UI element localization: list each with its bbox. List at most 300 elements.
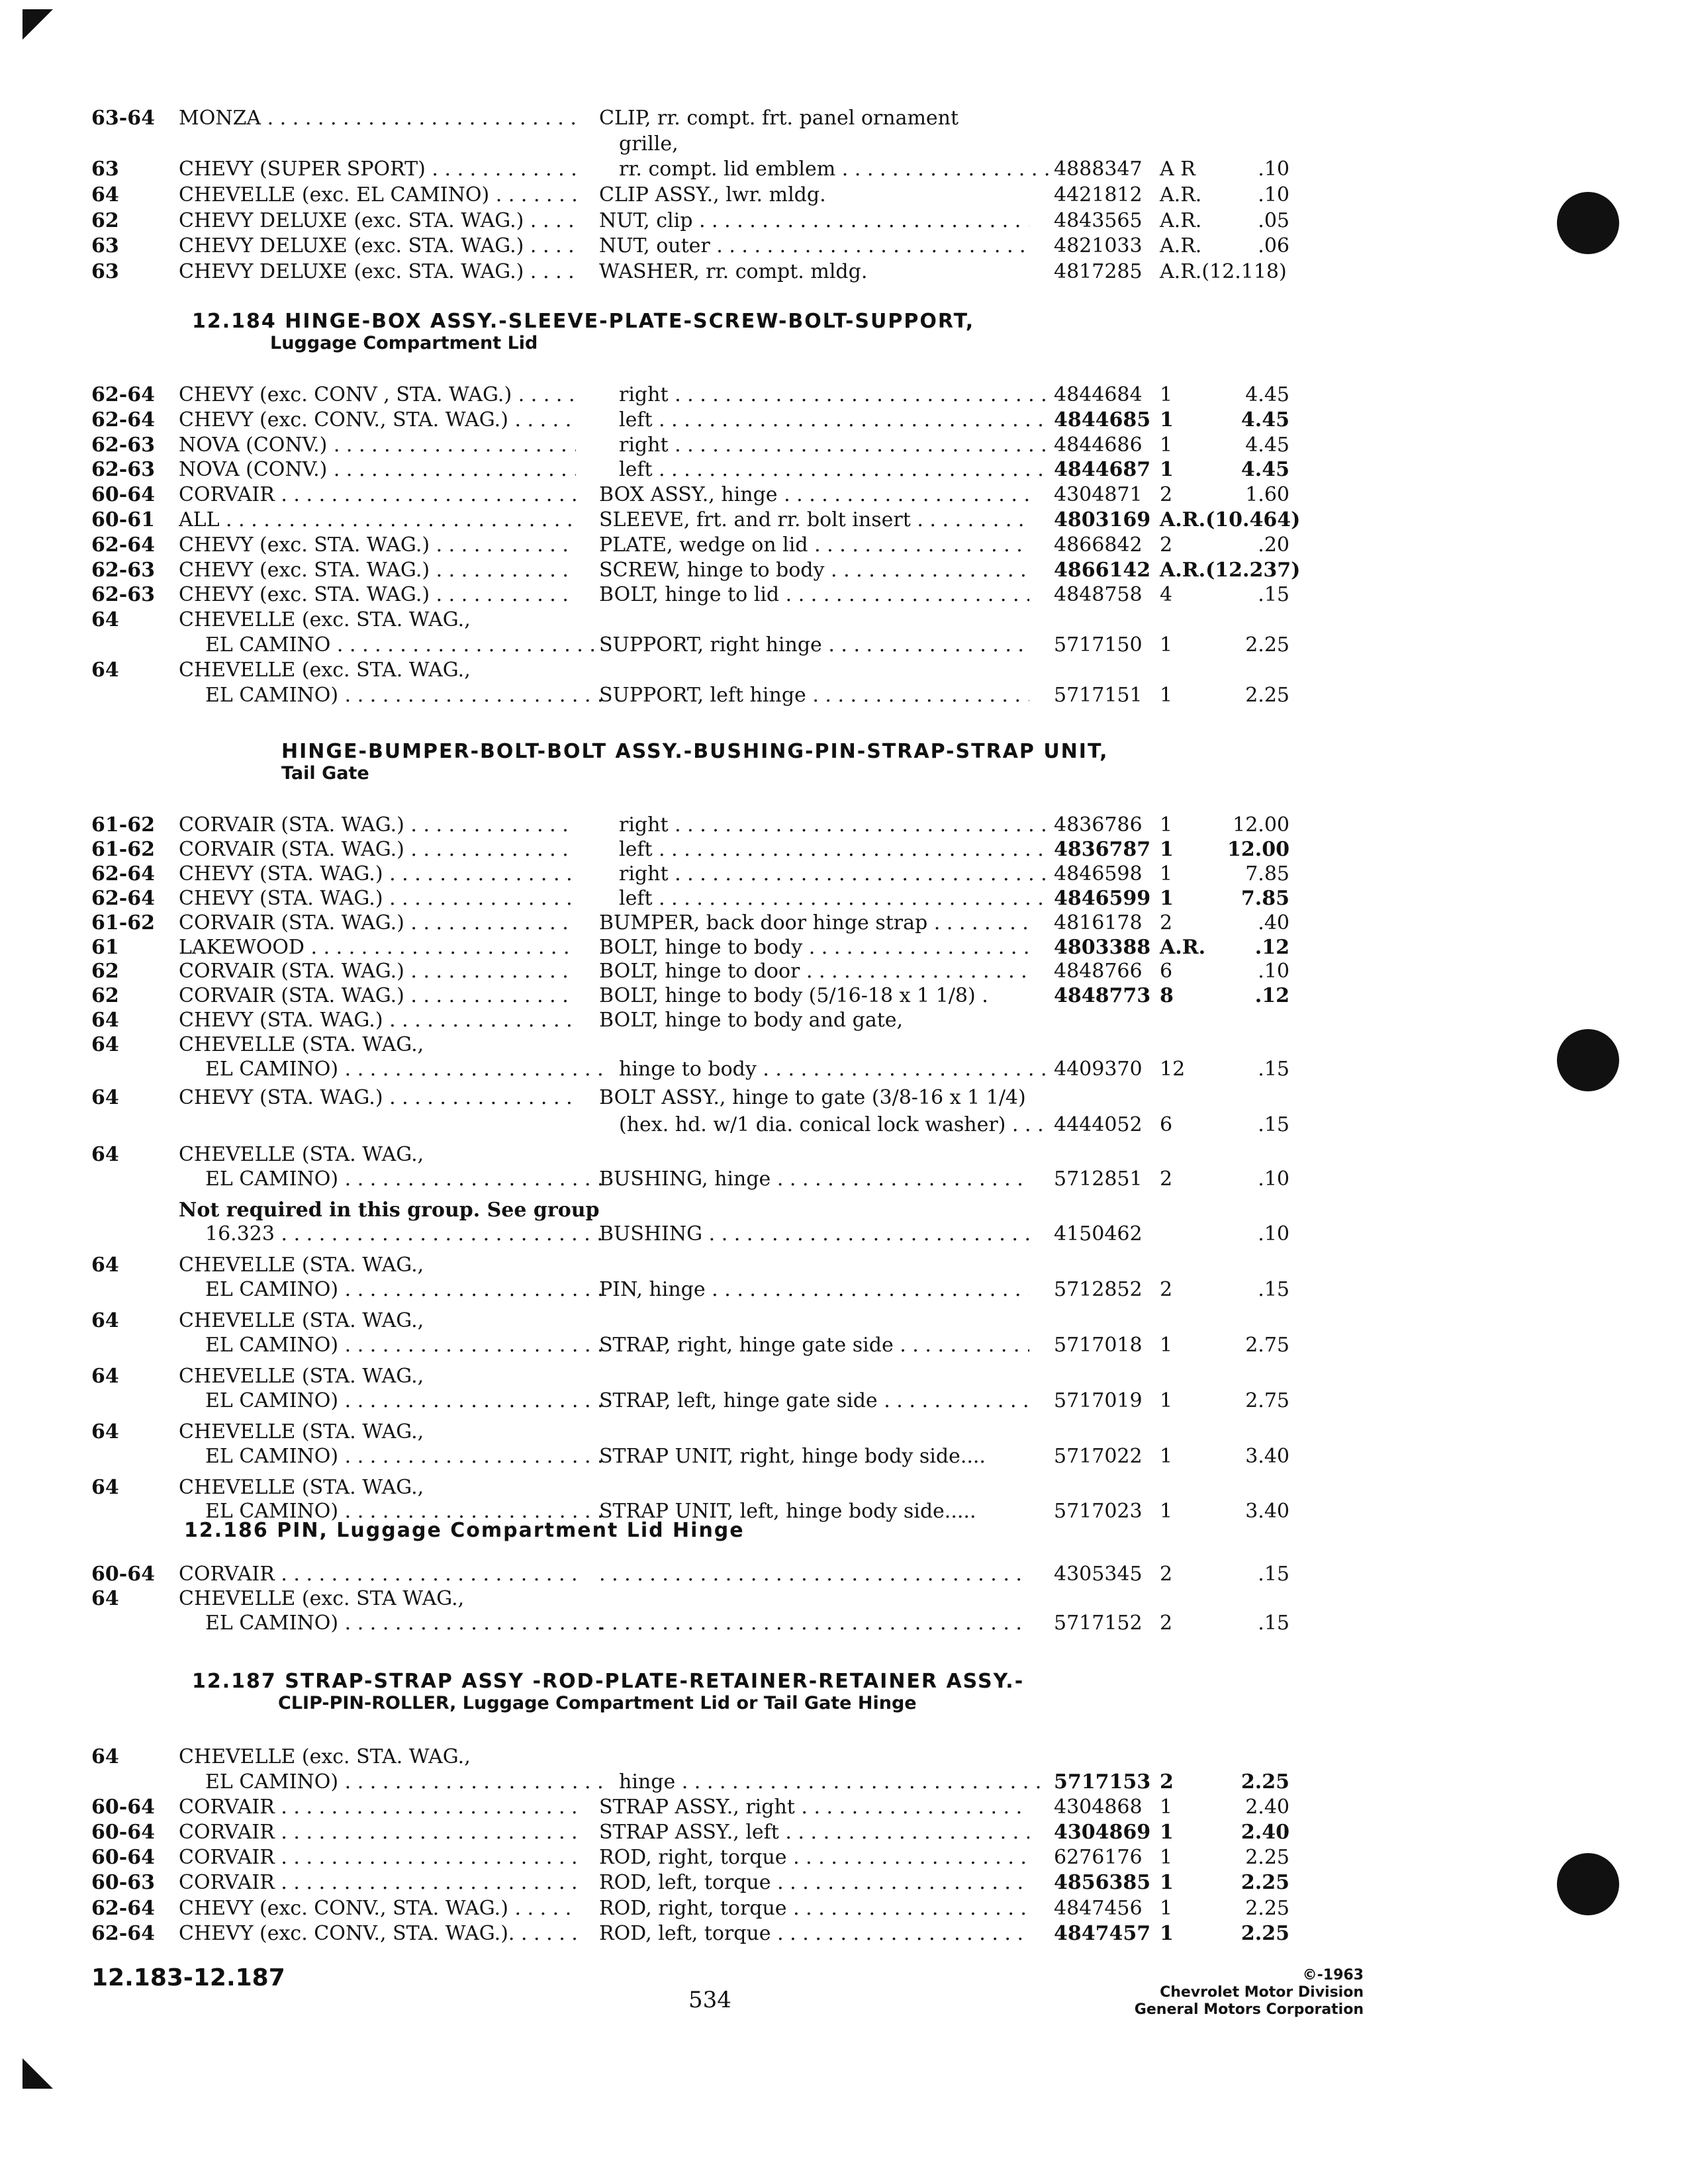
part-description: STRAP, right, hinge gate side . . . [599, 1333, 1029, 1358]
model-name: CHEVY (exc. CONV., STA. WAG.). . . . [179, 1921, 576, 1946]
model-year: 61-62 [91, 838, 155, 861]
model-year: 63 [91, 234, 119, 257]
quantity: 2 [1160, 1278, 1173, 1301]
list-price: .10 [1258, 960, 1289, 983]
part-description: BUSHING . . . [599, 1222, 1029, 1247]
part-number: 5717023 [1054, 1500, 1143, 1523]
part-description: BOLT, hinge to body . . . [599, 935, 1029, 960]
table-row [0, 1845, 1688, 1870]
part-number: 4150462 [1054, 1222, 1143, 1246]
table-row [0, 1308, 1688, 1334]
table-row [0, 935, 1688, 960]
part-number: 5712851 [1054, 1167, 1143, 1191]
list-price: 1.60 [1245, 483, 1289, 506]
model-name: CHEVY (exc. CONV., STA. WAG.) . . . [179, 1896, 576, 1921]
part-description: PLATE, wedge on lid . . . [599, 533, 1029, 558]
table-row [0, 1388, 1688, 1414]
model-name: EL CAMINO) . . . [205, 683, 602, 708]
list-price: .15 [1258, 1612, 1289, 1635]
table-row [0, 1475, 1688, 1500]
table-row [0, 1444, 1688, 1469]
list-price: .12 [1254, 984, 1289, 1007]
quantity: 2 [1160, 1612, 1173, 1635]
list-price: 4.45 [1245, 433, 1289, 457]
quantity: A.R. [1160, 936, 1206, 959]
list-price: 12.00 [1233, 813, 1289, 837]
table-row [0, 1611, 1688, 1636]
part-description: left . . . [619, 837, 1049, 862]
quantity: 8 [1160, 984, 1174, 1007]
quantity: 1 [1160, 813, 1173, 837]
part-description: ROD, right, torque . . . [599, 1896, 1029, 1921]
part-number: 4848773 [1054, 984, 1151, 1007]
model-name: CHEVELLE (exc. STA. WAG., [179, 1745, 471, 1768]
model-year: 64 [91, 1365, 119, 1388]
part-description [599, 1611, 1029, 1636]
division-name: Chevrolet Motor Division [1160, 1984, 1364, 2001]
table-row [0, 1222, 1688, 1247]
table-row [0, 1820, 1688, 1845]
part-description: ROD, left, torque . . . [599, 1921, 1029, 1946]
table-row [0, 183, 1688, 208]
list-price: 2.25 [1245, 684, 1289, 707]
model-year: 61 [91, 936, 119, 959]
group-header-12186 [184, 1519, 745, 1542]
table-row [0, 608, 1688, 633]
quantity: 4 [1160, 583, 1173, 606]
model-year: 62 [91, 984, 119, 1007]
model-name: CHEVY (exc. CONV., STA. WAG.) . . . [179, 408, 576, 433]
quantity: 1 [1160, 1500, 1173, 1523]
part-number: 4803388 [1054, 936, 1151, 959]
quantity: 2 [1160, 1167, 1173, 1191]
corporation-name: General Motors Corporation [1134, 2001, 1364, 2018]
model-name: EL CAMINO) . . . [205, 1057, 602, 1082]
part-description [599, 1562, 1029, 1587]
quantity: 1 [1160, 862, 1173, 886]
part-number: 5712852 [1054, 1278, 1143, 1301]
part-number: 4843565 [1054, 209, 1143, 232]
list-price: .15 [1258, 1278, 1289, 1301]
part-number: 4836786 [1054, 813, 1143, 837]
group-header-12187 [192, 1670, 1024, 1713]
model-name: CORVAIR . . . [179, 1845, 576, 1870]
model-year: 61-62 [91, 911, 155, 934]
model-name: CORVAIR (STA. WAG.) . . . [179, 983, 576, 1009]
model-name: CHEVELLE (STA. WAG., [179, 1309, 424, 1332]
model-name: EL CAMINO) . . . [205, 1333, 602, 1358]
part-description: BOX ASSY., hinge . . . [599, 482, 1029, 508]
list-price: 4.45 [1241, 408, 1289, 432]
model-year: 62 [91, 209, 119, 232]
model-name: CHEVY DELUXE (exc. STA. WAG.) . . . [179, 259, 576, 285]
part-description: NUT, outer . . . [599, 234, 1029, 259]
model-year: 64 [91, 1009, 119, 1032]
part-number: 4888347 [1054, 158, 1143, 181]
model-name: CORVAIR (STA. WAG.) . . . [179, 911, 576, 936]
quantity: 1 [1160, 838, 1174, 861]
copyright-year: ©-1963 [1302, 1967, 1364, 1983]
quantity: 1 [1160, 1922, 1174, 1945]
list-price: 7.85 [1245, 862, 1289, 886]
part-number: 4844686 [1054, 433, 1143, 457]
quantity: 1 [1160, 458, 1174, 481]
list-price: 7.85 [1241, 887, 1289, 910]
part-description: rr. compt. lid emblem . . . [619, 157, 1049, 182]
group-subtitle: Tail Gate [281, 763, 369, 784]
part-description: CLIP, rr. compt. frt. panel ornament [599, 107, 959, 130]
list-price: 2.25 [1245, 1846, 1289, 1869]
list-price: .05 [1258, 209, 1289, 232]
part-number: 4856385 [1054, 1871, 1151, 1894]
model-year: 63-64 [91, 107, 155, 130]
model-name: MONZA . . . [179, 106, 576, 131]
group-subtitle: CLIP-PIN-ROLLER, Luggage Compartment Lid or Tail Gate Hinge [278, 1693, 917, 1713]
table-row [0, 106, 1688, 131]
part-description: left . . . [619, 886, 1049, 911]
copyright-block [1125, 1967, 1364, 2019]
part-description: SLEEVE, frt. and rr. bolt insert . . . [599, 508, 1029, 533]
table-row [0, 533, 1688, 558]
model-year: 63 [91, 260, 119, 283]
quantity: 2 [1160, 1770, 1174, 1794]
model-name: CORVAIR (STA. WAG.) . . . [179, 959, 576, 984]
group-subtitle: Luggage Compartment Lid [270, 333, 538, 353]
part-description: ROD, left, torque . . . [599, 1870, 1029, 1895]
table-row [0, 157, 1688, 182]
table-row [0, 862, 1688, 887]
part-number: 5717151 [1054, 684, 1143, 707]
part-description: STRAP ASSY., left . . . [599, 1820, 1029, 1845]
model-year: 64 [91, 659, 119, 682]
group-title: 12.186 PIN, Luggage Compartment Lid Hinge [184, 1519, 745, 1542]
part-description: BOLT, hinge to lid . . . [599, 582, 1029, 608]
list-price: 2.25 [1241, 1770, 1289, 1794]
quantity: 12 [1160, 1058, 1186, 1081]
list-price: .06 [1258, 234, 1289, 257]
quantity: 6 [1160, 960, 1173, 983]
model-year: 60-64 [91, 1796, 155, 1819]
model-year: 62-64 [91, 1897, 155, 1920]
part-description: right . . . [619, 813, 1049, 838]
table-row [0, 983, 1688, 1009]
model-year: 62-63 [91, 433, 155, 457]
table-row [0, 383, 1688, 408]
part-number: 4304869 [1054, 1821, 1151, 1844]
list-price: .12 [1254, 936, 1289, 959]
part-number: 4844687 [1054, 458, 1151, 481]
group-header-tailgate [281, 740, 1109, 784]
part-number: 4866142 [1054, 559, 1151, 582]
list-price: 2.75 [1245, 1389, 1289, 1412]
list-price: .10 [1258, 1222, 1289, 1246]
model-name: CHEVY (SUPER SPORT) . . . [179, 157, 576, 182]
model-name: CHEVY (STA. WAG.) . . . [179, 1085, 576, 1111]
model-name: EL CAMINO . . . [205, 633, 602, 658]
table-row [0, 558, 1688, 583]
model-name: CHEVELLE (STA. WAG., [179, 1253, 424, 1277]
model-year: 62 [91, 960, 119, 983]
list-price: 2.40 [1245, 1796, 1289, 1819]
model-name: NOVA (CONV.) . . . [179, 433, 576, 458]
part-description: SUPPORT, right hinge . . . [599, 633, 1029, 658]
quantity: 1 [1160, 1334, 1173, 1357]
quantity: 2 [1160, 533, 1173, 557]
part-number: 4304868 [1054, 1796, 1143, 1819]
part-number: 5717150 [1054, 633, 1143, 657]
table-row [0, 1085, 1688, 1111]
table-row [0, 1008, 1688, 1033]
quantity: 1 [1160, 1871, 1174, 1894]
table-row [0, 1364, 1688, 1389]
model-name: CORVAIR (STA. WAG.) . . . [179, 813, 576, 838]
model-year: 64 [91, 1253, 119, 1277]
model-name: EL CAMINO) . . . [205, 1277, 602, 1302]
list-price: .15 [1258, 583, 1289, 606]
part-number: 5717018 [1054, 1334, 1143, 1357]
part-number: 4846599 [1054, 887, 1151, 910]
model-name: EL CAMINO) . . . [205, 1444, 602, 1469]
list-price: .10 [1258, 158, 1289, 181]
quantity: A R [1160, 158, 1196, 181]
table-row [0, 1562, 1688, 1587]
model-year: 62-64 [91, 862, 155, 886]
model-name: CHEVELLE (exc. STA WAG., [179, 1587, 465, 1610]
model-name: CORVAIR . . . [179, 1820, 576, 1845]
model-name: CHEVELLE (STA. WAG., [179, 1365, 424, 1388]
list-price: 3.40 [1245, 1445, 1289, 1468]
model-name: EL CAMINO) . . . [205, 1499, 602, 1524]
table-row [0, 1277, 1688, 1302]
table-row [0, 658, 1688, 683]
quantity: 1 [1160, 433, 1173, 457]
group-range-label: 12.183-12.187 [91, 1964, 285, 1991]
part-number: 4803169 [1054, 508, 1151, 531]
model-year: 60-64 [91, 1821, 155, 1844]
model-name: CHEVY (exc. STA. WAG.) . . . [179, 533, 576, 558]
quantity: 1 [1160, 633, 1173, 657]
part-number: 4847457 [1054, 1922, 1151, 1945]
part-number: 5717022 [1054, 1445, 1143, 1468]
part-number: 4846598 [1054, 862, 1143, 886]
quantity: 1 [1160, 887, 1174, 910]
quantity: 1 [1160, 1796, 1173, 1819]
table-row [0, 1057, 1688, 1082]
part-number: 4821033 [1054, 234, 1143, 257]
corner-registration-mark-top [23, 9, 53, 40]
model-year: 64 [91, 1745, 119, 1768]
table-row [0, 1921, 1688, 1946]
model-name: CHEVY DELUXE (exc. STA. WAG.) . . . [179, 234, 576, 259]
part-number: 4844685 [1054, 408, 1151, 432]
part-description: SCREW, hinge to body . . . [599, 558, 1029, 583]
quantity: 2 [1160, 483, 1173, 506]
model-year: 62-64 [91, 887, 155, 910]
part-number: 4844684 [1054, 383, 1143, 406]
model-name: CHEVELLE (exc. STA. WAG., [179, 608, 471, 631]
list-price: .10 [1258, 1167, 1289, 1191]
model-year: 64 [91, 608, 119, 631]
quantity: A.R. [1160, 234, 1202, 257]
model-year: 62-64 [91, 1922, 155, 1945]
part-number: 4304871 [1054, 483, 1143, 506]
quantity: 1 [1160, 1897, 1173, 1920]
part-description: WASHER, rr. compt. mldg. [599, 260, 868, 283]
part-description: BOLT ASSY., hinge to gate (3/8-16 x 1 1/4) [599, 1086, 1026, 1109]
model-year: 64 [91, 1033, 119, 1056]
table-row [0, 1142, 1688, 1167]
part-description: BOLT, hinge to body (5/16-18 x 1 1/8) . [599, 984, 988, 1007]
list-price: .15 [1258, 1563, 1289, 1586]
table-row [0, 1420, 1688, 1445]
model-name: NOVA (CONV.) . . . [179, 457, 576, 482]
model-year: 62-63 [91, 583, 155, 606]
quantity: 2 [1160, 1563, 1173, 1586]
table-row [0, 457, 1688, 482]
model-year: 64 [91, 1143, 119, 1166]
part-description: right . . . [619, 383, 1049, 408]
model-year: 60-61 [91, 508, 155, 531]
model-name: CHEVY (STA. WAG.) . . . [179, 862, 576, 887]
part-number: 5717152 [1054, 1612, 1143, 1635]
table-row [0, 1032, 1688, 1058]
list-price: 2.25 [1241, 1871, 1289, 1894]
table-row [0, 1113, 1688, 1138]
table-row [0, 1167, 1688, 1192]
part-number: 5717153 [1054, 1770, 1151, 1794]
part-number: 4866842 [1054, 533, 1143, 557]
model-name: CHEVELLE (exc. EL CAMINO) . . . [179, 183, 576, 208]
part-number: 4444052 [1054, 1113, 1143, 1136]
part-number: 4847456 [1054, 1897, 1143, 1920]
table-row [0, 234, 1688, 259]
part-number: 4836787 [1054, 838, 1151, 861]
part-number: 4421812 [1054, 183, 1143, 206]
model-year: 62-63 [91, 458, 155, 481]
list-price: 4.45 [1241, 458, 1289, 481]
model-name: CHEVELLE (STA. WAG., [179, 1476, 424, 1499]
quantity: A.R.(12.237) [1160, 559, 1301, 582]
part-description: hinge to body . . . [619, 1057, 1049, 1082]
table-row [0, 959, 1688, 984]
model-year: 64 [91, 1309, 119, 1332]
part-description: STRAP UNIT, left, hinge body side..... [599, 1500, 976, 1523]
model-name: EL CAMINO) . . . [205, 1611, 602, 1636]
model-year: 60-64 [91, 483, 155, 506]
part-description: right . . . [619, 862, 1049, 887]
list-price: .15 [1258, 1113, 1289, 1136]
model-year: 64 [91, 1476, 119, 1499]
group-header-12184 [192, 310, 974, 353]
list-price: .40 [1258, 911, 1289, 934]
model-year: 61-62 [91, 813, 155, 837]
part-description: BUSHING, hinge . . . [599, 1167, 1029, 1192]
model-year: 64 [91, 1587, 119, 1610]
table-row [0, 683, 1688, 708]
part-description: ROD, right, torque . . . [599, 1845, 1029, 1870]
group-title: 12.187 STRAP-STRAP ASSY -ROD-PLATE-RETAINER-RETAINER ASSY.- [192, 1670, 1025, 1693]
quantity: A.R.(12.118) [1160, 260, 1287, 283]
model-name: CHEVY (STA. WAG.) . . . [179, 1008, 576, 1033]
model-year: 60-63 [91, 1871, 155, 1894]
part-number: 5717019 [1054, 1389, 1143, 1412]
quantity: A.R. [1160, 183, 1202, 206]
model-year: 64 [91, 1086, 119, 1109]
part-number: 6276176 [1054, 1846, 1143, 1869]
part-description: left . . . [619, 457, 1049, 482]
table-row [0, 508, 1688, 533]
model-name: CHEVY (exc. STA. WAG.) . . . [179, 558, 576, 583]
quantity: 1 [1160, 383, 1173, 406]
list-price: 12.00 [1227, 838, 1289, 861]
part-number: 4409370 [1054, 1058, 1143, 1081]
page-number: 534 [688, 1987, 731, 2013]
part-description: (hex. hd. w/1 dia. conical lock washer) . . . [619, 1113, 1049, 1138]
quantity: 1 [1160, 1445, 1173, 1468]
table-row [0, 1198, 1688, 1223]
list-price: 2.25 [1245, 1897, 1289, 1920]
quantity: A.R. [1160, 209, 1202, 232]
table-row [0, 1795, 1688, 1820]
part-description: SUPPORT, left hinge . . . [599, 683, 1029, 708]
part-description: BUMPER, back door hinge strap . . . [599, 911, 1029, 936]
model-name: CHEVELLE (STA. WAG., [179, 1143, 424, 1166]
model-name: EL CAMINO) . . . [205, 1167, 602, 1192]
list-price: 2.25 [1241, 1922, 1289, 1945]
part-description: hinge . . . [619, 1770, 1049, 1795]
part-description: STRAP UNIT, right, hinge body side.... [599, 1445, 986, 1468]
group-title: 12.184 HINGE-BOX ASSY.-SLEEVE-PLATE-SCREW-BOLT-SUPPORT, [192, 310, 975, 333]
model-year: 64 [91, 183, 119, 206]
table-row [0, 633, 1688, 658]
table-row [0, 482, 1688, 508]
model-name: CHEVELLE (exc. STA. WAG., [179, 659, 471, 682]
model-name: CHEVY DELUXE (exc. STA. WAG.) . . . [179, 208, 576, 234]
model-name: CORVAIR . . . [179, 482, 576, 508]
quantity: 1 [1160, 408, 1174, 432]
model-name: CORVAIR . . . [179, 1795, 576, 1820]
model-year: 63 [91, 158, 119, 181]
model-year: 62-64 [91, 408, 155, 432]
quantity: 6 [1160, 1113, 1173, 1136]
model-name: LAKEWOOD . . . [179, 935, 576, 960]
quantity: A.R.(10.464) [1160, 508, 1301, 531]
table-row [0, 1745, 1688, 1770]
model-name: EL CAMINO) . . . [205, 1388, 602, 1414]
list-price: 2.25 [1245, 633, 1289, 657]
table-row [0, 813, 1688, 838]
table-row [0, 132, 1688, 157]
table-row [0, 1896, 1688, 1921]
part-description: PIN, hinge . . . [599, 1277, 1029, 1302]
model-name: CHEVELLE (STA. WAG., [179, 1420, 424, 1443]
model-name: 16.323 . . . [205, 1222, 602, 1247]
table-row [0, 911, 1688, 936]
table-row [0, 408, 1688, 433]
part-number: 4816178 [1054, 911, 1143, 934]
model-name: Not required in this group. See group [179, 1199, 600, 1222]
model-year: 62-63 [91, 559, 155, 582]
quantity: 1 [1160, 1846, 1173, 1869]
model-name: CHEVY (exc. CONV , STA. WAG.) . . . [179, 383, 576, 408]
part-description: STRAP ASSY., right . . . [599, 1795, 1029, 1820]
model-name: CORVAIR . . . [179, 1562, 576, 1587]
model-name: CHEVY (exc. STA. WAG.) . . . [179, 582, 576, 608]
table-row [0, 582, 1688, 608]
quantity: 2 [1160, 911, 1173, 934]
quantity: 1 [1160, 684, 1173, 707]
part-number: 4817285 [1054, 260, 1143, 283]
